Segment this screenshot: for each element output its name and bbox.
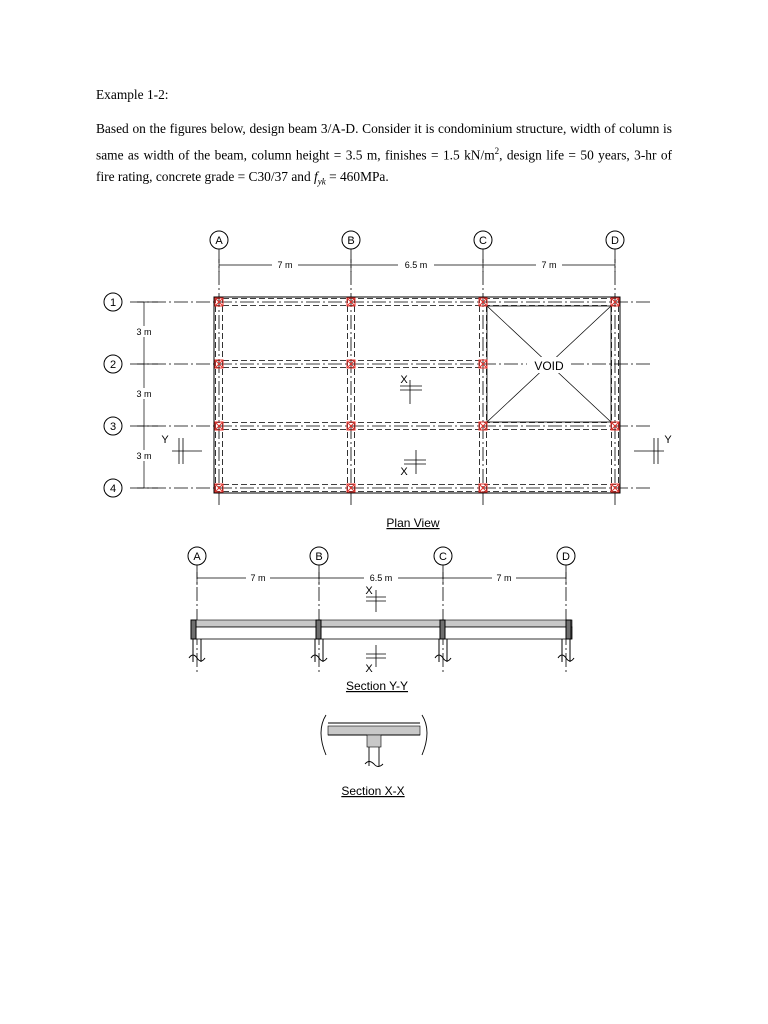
svg-text:C: C (439, 551, 447, 563)
svg-text:4: 4 (109, 483, 117, 495)
svg-text:Y: Y (161, 434, 169, 446)
section-xx-caption: Section X-X (341, 784, 405, 798)
problem-text-2: , design life = 50 years, 3-hr of fire rating, concrete grade = C30/37 and (96, 147, 672, 185)
svg-text:D: D (562, 551, 570, 563)
section-dim-AB: 7 m (250, 573, 266, 583)
problem-text-3: = 460MPa. (325, 169, 389, 185)
svg-text:X: X (400, 466, 408, 478)
section-xx (321, 715, 427, 798)
section-yy (188, 547, 575, 693)
section-x-mark-bottom (365, 645, 386, 675)
plan-grid-col-A (210, 231, 228, 249)
svg-text:1: 1 (109, 297, 117, 309)
svg-text:A: A (215, 235, 223, 247)
plan-grid-row-2 (104, 355, 122, 373)
plan-grid-row-1 (104, 293, 122, 311)
column-markers (215, 298, 619, 492)
plan-grid-col-C (474, 231, 492, 249)
section-grid-col-C (434, 547, 452, 565)
plan-dim-12: 3 m (136, 327, 152, 337)
plan-col-dimensions (219, 259, 615, 272)
plan-grid-lines (130, 249, 650, 508)
unit-superscript: 2 (494, 146, 500, 156)
section-y-mark-right (634, 434, 672, 464)
plan-view (104, 231, 672, 530)
void-label: VOID (534, 359, 564, 373)
svg-text:B: B (347, 235, 355, 247)
fyk-subscript: yk (317, 177, 326, 188)
section-beam (194, 627, 572, 639)
section-yy-caption: Section Y-Y (345, 679, 409, 693)
svg-text:Y: Y (664, 434, 672, 446)
svg-text:2: 2 (109, 359, 117, 371)
svg-text:A: A (193, 551, 201, 563)
svg-text:X: X (365, 663, 373, 675)
section-dim-BC: 6.5 m (369, 573, 393, 583)
section-xx-beam-web (367, 735, 381, 747)
plan-grid-row-4 (104, 479, 122, 497)
section-xx-slab (328, 726, 420, 735)
svg-text:3: 3 (109, 421, 117, 433)
plan-dim-23: 3 m (136, 389, 152, 399)
svg-text:X: X (400, 374, 408, 386)
example-heading: Example 1-2: (96, 87, 169, 102)
plan-grid-row-3 (104, 417, 122, 435)
fyk-symbol: f (314, 169, 318, 185)
section-x-mark-top (365, 585, 386, 612)
plan-view-caption: Plan View (386, 516, 440, 530)
section-grid-col-D (557, 547, 575, 565)
section-x-mark-top (400, 374, 422, 404)
plan-grid-col-B (342, 231, 360, 249)
plan-grid-col-D (606, 231, 624, 249)
section-col-dimensions (197, 572, 566, 585)
section-grid-col-B (310, 547, 328, 565)
plan-dim-AB: 7 m (277, 260, 293, 270)
svg-text:C: C (479, 235, 487, 247)
plan-dim-BC: 6.5 m (404, 260, 428, 270)
section-x-mark-bottom (400, 450, 426, 478)
svg-text:D: D (611, 235, 619, 247)
section-y-mark-left (161, 434, 202, 464)
section-dim-CD: 7 m (496, 573, 512, 583)
section-slab (194, 620, 572, 627)
svg-text:X: X (365, 585, 373, 597)
svg-text:B: B (315, 551, 323, 563)
problem-text-1: Based on the figures below, design beam 3/A-D. Consider it is condominium structure, width of column is same as width of the beam, column height = 3.5 m, finishes = 1.5 kN/m (96, 121, 672, 163)
plan-dim-CD: 7 m (541, 260, 557, 270)
plan-row-dimensions (133, 302, 158, 488)
section-grid-col-A (188, 547, 206, 565)
plan-dim-34: 3 m (136, 451, 152, 461)
